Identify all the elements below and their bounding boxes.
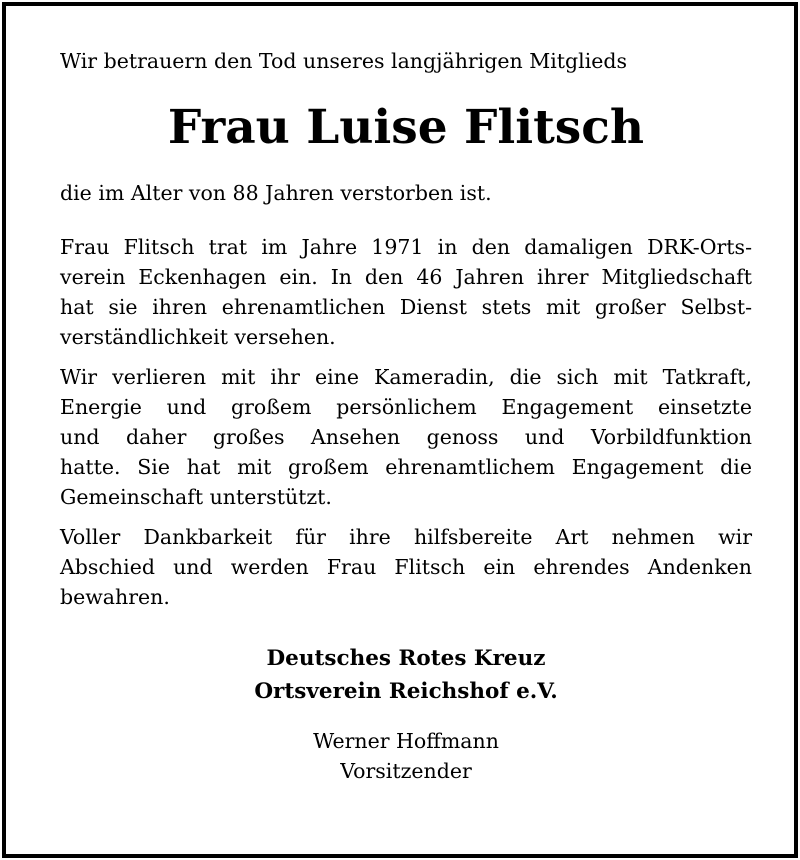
paragraph-tribute xyxy=(60,362,752,512)
paragraph-membership xyxy=(60,232,752,352)
paragraph-farewell xyxy=(60,522,752,612)
signer-title: Vorsitzender xyxy=(340,759,472,783)
paragraph-line: verständlichkeit versehen. xyxy=(60,325,336,349)
paragraph-line: Energie und großem persönlichem Engagement einsetzte xyxy=(60,395,752,419)
age-line: die im Alter von 88 Jahren verstorben ist. xyxy=(60,181,492,205)
paragraph-line: Wir verlieren mit ihr eine Kameradin, die sich mit Tatkraft, xyxy=(60,365,752,389)
organization-name: Deutsches Rotes Kreuz xyxy=(266,646,546,671)
organization-block xyxy=(60,642,752,708)
obituary-notice xyxy=(60,44,752,786)
organization-branch: Ortsverein Reichshof e.V. xyxy=(254,679,558,704)
paragraph-line: hatte. Sie hat mit großem ehrenamtlichem Engagement die xyxy=(60,455,752,479)
paragraph-line: Abschied und werden Frau Flitsch ein ehrendes Andenken xyxy=(60,555,752,579)
deceased-name: Frau Luise Flitsch xyxy=(167,100,645,155)
intro-text: Wir betrauern den Tod unseres langjährigen Mitglieds xyxy=(60,49,628,73)
paragraph-line: bewahren. xyxy=(60,585,170,609)
paragraph-line: Voller Dankbarkeit für ihre hilfsbereite Art nehmen wir xyxy=(60,525,752,549)
paragraph-line: hat sie ihren ehrenamtlichen Dienst stets mit großer Selbst- xyxy=(60,295,752,319)
notice-border xyxy=(2,2,798,858)
signer-name: Werner Hoffmann xyxy=(313,729,499,753)
paragraph-line: verein Eckenhagen ein. In den 46 Jahren ihrer Mitgliedschaft xyxy=(60,265,752,289)
paragraph-line: Frau Flitsch trat im Jahre 1971 in den damaligen DRK-Orts- xyxy=(60,235,752,259)
paragraph-line: Gemeinschaft unterstützt. xyxy=(60,485,332,509)
paragraph-line: und daher großes Ansehen genoss und Vorbildfunktion xyxy=(60,425,752,449)
signer-block xyxy=(60,726,752,786)
